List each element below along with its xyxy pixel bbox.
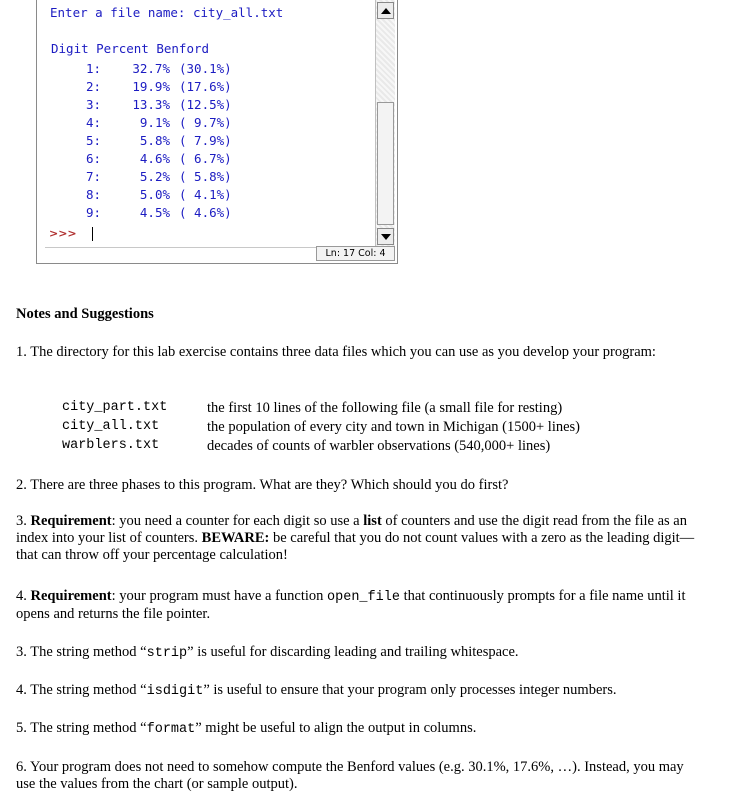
requirement-label: Requirement (30, 588, 112, 604)
benford-value: (12.5%) (179, 97, 232, 112)
benford-value: ( 9.7%) (179, 115, 232, 130)
scroll-up-button[interactable] (377, 2, 394, 19)
note-item-1: 1. The directory for this lab exercise contains three data files which you can use as you develop your program: (16, 344, 656, 360)
repl-prompt: >>> (49, 227, 77, 240)
note-item-7 (16, 720, 706, 738)
file-description: decades of counts of warbler observations (540,000+ lines) (207, 438, 551, 454)
percent-value: 5.8% (139, 133, 170, 148)
scroll-thumb[interactable] (377, 102, 394, 225)
percent-value: 4.6% (139, 151, 170, 166)
percent-value: 5.2% (139, 169, 170, 184)
file-name: city_all.txt (62, 419, 160, 434)
file-row (62, 438, 682, 456)
file-description: the first 10 lines of the following file (a small file for resting) (207, 400, 563, 416)
scroll-down-button[interactable] (377, 228, 394, 245)
digit-label: 4: (85, 115, 101, 130)
shell-prompt-line: Enter a file name: city_all.txt (50, 5, 284, 20)
scroll-up-arrow-icon (381, 8, 391, 14)
text-run: 4. The string method “ (16, 682, 147, 698)
item-number: 4. (16, 588, 31, 604)
scroll-down-arrow-icon (381, 234, 391, 240)
percent-value: 9.1% (139, 115, 170, 130)
results-table-header: Digit Percent Benford (51, 41, 210, 56)
benford-value: ( 6.7%) (179, 151, 232, 166)
digit-label: 6: (85, 151, 101, 166)
method-name: strip (146, 646, 188, 661)
note-item-5 (16, 644, 706, 662)
percent-value: 32.7% (132, 61, 170, 76)
text-cursor (92, 227, 93, 241)
beware-label: BEWARE: (201, 530, 270, 546)
digit-label: 9: (85, 205, 101, 220)
percent-value: 4.5% (139, 205, 170, 220)
text-run: that continuously prompts for a file name until it opens and returns the file pointer. (16, 588, 686, 622)
text-run: ” might be useful to align the output in columns. (195, 720, 477, 736)
benford-value: (30.1%) (179, 61, 232, 76)
note-item-2: 2. There are three phases to this program. What are they? Which should you do first? (16, 477, 509, 493)
text-run: ” is useful to ensure that your program only processes integer numbers. (203, 682, 617, 698)
text-run: : your program must have a function (111, 588, 328, 604)
divider (45, 247, 352, 248)
digit-label: 3: (85, 97, 101, 112)
vertical-scrollbar[interactable] (375, 0, 395, 246)
item-number: 3. (16, 513, 31, 529)
text-run: 3. The string method “ (16, 644, 147, 660)
text-run: : you need a counter for each digit so use a (111, 513, 364, 529)
digit-label: 7: (85, 169, 101, 184)
benford-value: (17.6%) (179, 79, 232, 94)
percent-value: 13.3% (132, 97, 170, 112)
benford-value: ( 4.6%) (179, 205, 232, 220)
text-run: 5. The string method “ (16, 720, 147, 736)
note-item-4 (16, 588, 706, 623)
file-row (62, 400, 682, 418)
benford-value: ( 7.9%) (179, 133, 232, 148)
list-keyword: list (363, 513, 382, 529)
shell-output[interactable] (37, 0, 376, 246)
file-name: city_part.txt (62, 400, 168, 415)
percent-value: 19.9% (132, 79, 170, 94)
percent-value: 5.0% (139, 187, 170, 202)
method-name: isdigit (146, 684, 204, 699)
digit-label: 8: (85, 187, 101, 202)
benford-value: ( 5.8%) (179, 169, 232, 184)
text-run: be careful that you do not count values with a zero as the leading digit—that can throw off your percentage calculation! (16, 530, 695, 563)
note-item-3 (16, 513, 706, 564)
file-row (62, 419, 682, 437)
text-run: of counters and use the digit read from the file as an index into your list of counters. (16, 513, 687, 546)
note-item-8: 6. Your program does not need to somehow compute the Benford values (e.g. 30.1%, 17.6%, …). Instead, you may use the values from the chart (or sample output). (16, 759, 684, 792)
method-name: format (146, 722, 196, 737)
note-item-6 (16, 682, 706, 700)
file-description: the population of every city and town in Michigan (1500+ lines) (207, 419, 581, 435)
python-shell-window (36, 0, 398, 264)
benford-value: ( 4.1%) (179, 187, 232, 202)
digit-label: 2: (85, 79, 101, 94)
requirement-label: Requirement (30, 513, 112, 529)
status-bar: Ln: 17 Col: 4 (316, 246, 395, 261)
file-name: warblers.txt (62, 438, 160, 453)
notes-heading: Notes and Suggestions (16, 306, 154, 322)
function-name: open_file (327, 590, 400, 605)
digit-label: 1: (85, 61, 101, 76)
text-run: ” is useful for discarding leading and trailing whitespace. (187, 644, 519, 660)
digit-label: 5: (85, 133, 101, 148)
